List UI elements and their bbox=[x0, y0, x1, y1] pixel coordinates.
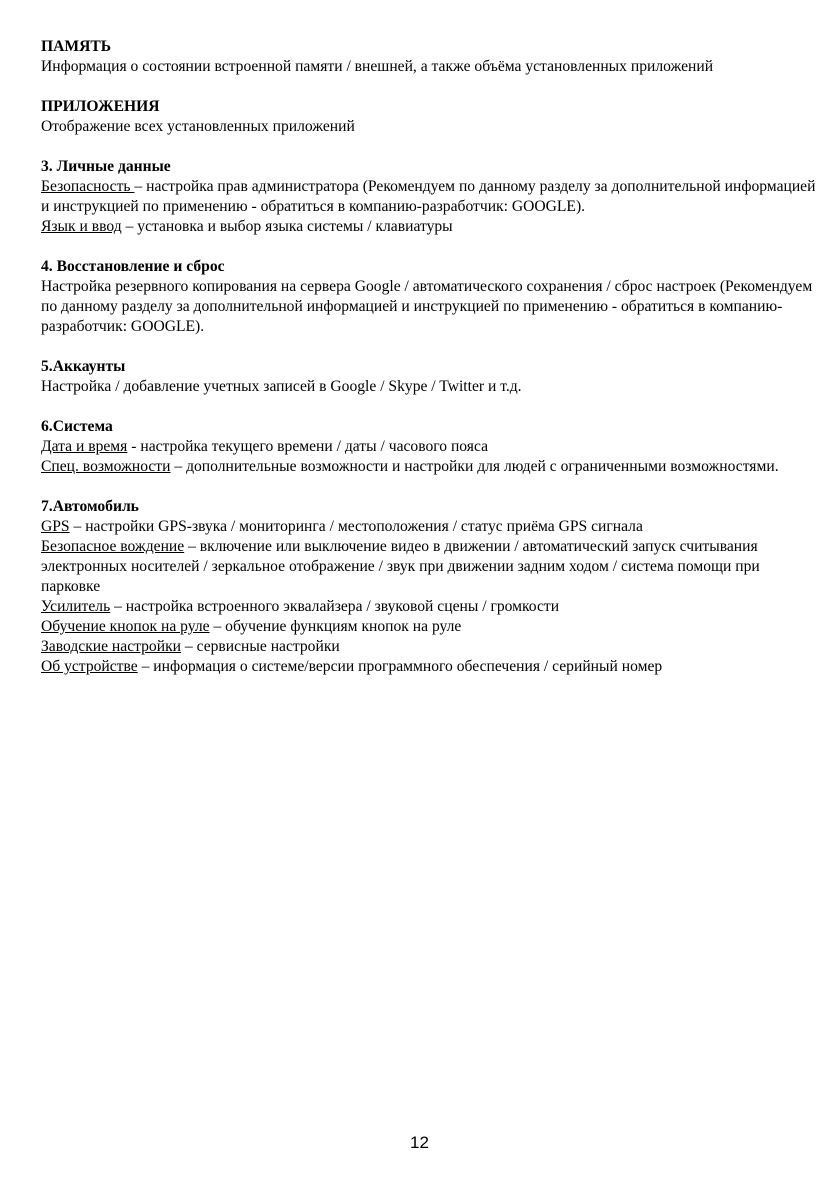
term-safe-driving: Безопасное вождение bbox=[41, 538, 185, 555]
page-number: 12 bbox=[410, 1133, 429, 1152]
paragraph-text: - настройка текущего времени / даты / часового пояса bbox=[127, 438, 489, 455]
term-factory-settings: Заводские настройки bbox=[41, 638, 181, 655]
paragraph-text: Отображение всех установленных приложений bbox=[41, 118, 355, 135]
section-heading: ПРИЛОЖЕНИЯ bbox=[41, 98, 160, 115]
term-steering-buttons: Обучение кнопок на руле bbox=[41, 618, 210, 635]
section-memory bbox=[41, 37, 817, 77]
paragraph bbox=[41, 217, 817, 237]
section-personal-data bbox=[41, 157, 817, 237]
paragraph-text: Настройка резервного копирования на сервера Google / автоматического сохранения / сброс настроек (Рекомендуем по данному разделу за дополнительной информацией и инструкцией по применению - обратиться в компанию-разработчик: GOOGLE). bbox=[41, 278, 813, 335]
paragraph bbox=[41, 117, 817, 137]
paragraph bbox=[41, 377, 817, 397]
paragraph-text: – установка и выбор языка системы / клавиатуры bbox=[121, 218, 453, 235]
paragraph-text: – настройки GPS-звука / мониторинга / местоположения / статус приёма GPS сигнала bbox=[69, 518, 643, 535]
term-language-input: Язык и ввод bbox=[41, 218, 122, 235]
section-heading: 3. Личные данные bbox=[41, 158, 171, 175]
paragraph bbox=[41, 277, 817, 337]
section-heading: 4. Восстановление и сброс bbox=[41, 258, 225, 275]
term-accessibility: Спец. возможности bbox=[41, 458, 171, 475]
section-system bbox=[41, 417, 817, 477]
paragraph bbox=[41, 537, 817, 597]
paragraph-text: – настройка прав администратора (Рекомендуем по данному разделу за дополнительной информацией и инструкцией по применению - обратиться в компанию-разработчик: GOOGLE). bbox=[41, 178, 816, 215]
term-amplifier: Усилитель bbox=[41, 598, 111, 615]
section-heading: 5.Аккаунты bbox=[41, 358, 126, 375]
paragraph bbox=[41, 457, 817, 477]
section-heading: 6.Система bbox=[41, 418, 113, 435]
paragraph-text: Настройка / добавление учетных записей в Google / Skype / Twitter и т.д. bbox=[41, 378, 522, 395]
paragraph bbox=[41, 57, 817, 77]
paragraph bbox=[41, 177, 817, 217]
term-security: Безопасность bbox=[41, 178, 135, 195]
paragraph-text: – информация о системе/версии программного обеспечения / серийный номер bbox=[137, 658, 663, 675]
paragraph bbox=[41, 617, 817, 637]
paragraph-text: – обучение функциям кнопок на руле bbox=[209, 618, 462, 635]
paragraph bbox=[41, 597, 817, 617]
paragraph-text: – дополнительные возможности и настройки для людей с ограниченными возможностями. bbox=[170, 458, 779, 475]
section-car bbox=[41, 497, 817, 677]
section-apps bbox=[41, 97, 817, 137]
paragraph-text: – сервисные настройки bbox=[181, 638, 340, 655]
paragraph bbox=[41, 437, 817, 457]
paragraph-text: Информация о состоянии встроенной памяти / внешней, а также объёма установленных приложений bbox=[41, 58, 714, 75]
term-gps: GPS bbox=[41, 518, 70, 535]
paragraph bbox=[41, 517, 817, 537]
paragraph bbox=[41, 637, 817, 657]
section-accounts bbox=[41, 357, 817, 397]
paragraph bbox=[41, 657, 817, 677]
document-body bbox=[41, 37, 817, 697]
paragraph-text: – настройка встроенного эквалайзера / звуковой сцены / громкости bbox=[110, 598, 560, 615]
term-date-time: Дата и время bbox=[41, 438, 128, 455]
section-heading: 7.Автомобиль bbox=[41, 498, 139, 515]
term-about-device: Об устройстве bbox=[41, 658, 138, 675]
section-backup-reset bbox=[41, 257, 817, 337]
section-heading: ПАМЯТЬ bbox=[41, 38, 112, 55]
paragraph-text: – включение или выключение видео в движении / автоматический запуск считывания электронных носителей / зеркальное отображение / звук при движении задним ходом / система помощи при парковке bbox=[41, 538, 760, 595]
